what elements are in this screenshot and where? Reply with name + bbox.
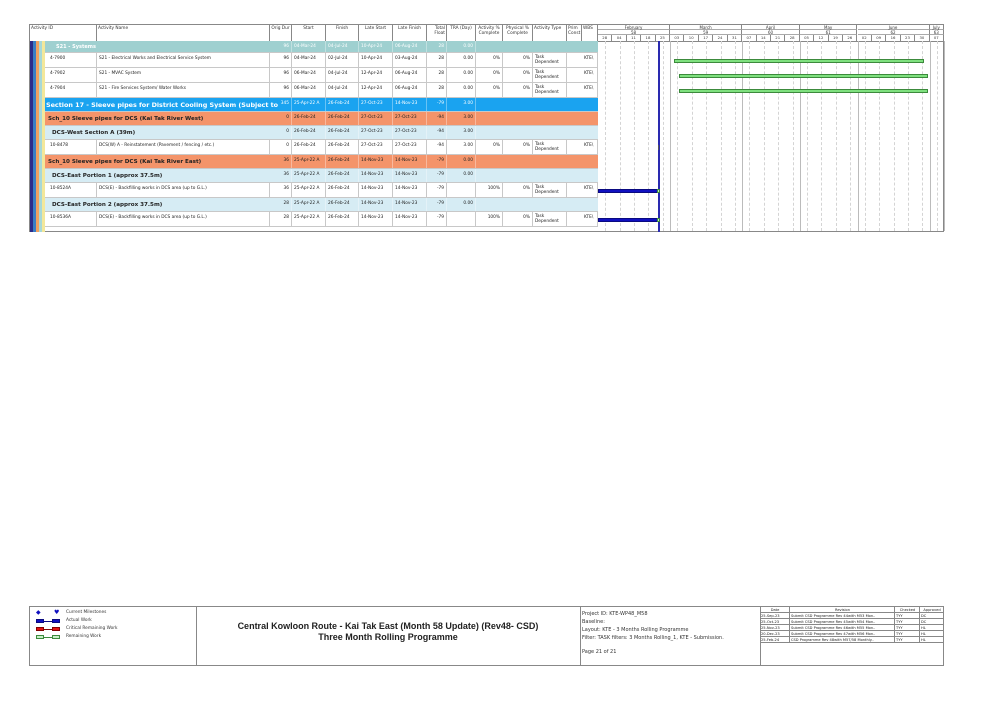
col-activity-type[interactable]: Activity Type: [533, 25, 567, 41]
group-row[interactable]: [30, 41, 598, 53]
week-gridline: [706, 41, 707, 231]
col-tra[interactable]: TRA (Day): [447, 25, 476, 41]
cell-orig-dur: 96: [270, 41, 292, 52]
cell-finish: 26-Feb-24: [326, 126, 359, 139]
task-row[interactable]: [30, 68, 598, 83]
month-gridline: [858, 41, 859, 231]
col-wbs[interactable]: WBS: [582, 25, 598, 41]
week-gridline: [879, 41, 880, 231]
cell-tra: 3.00: [447, 140, 476, 154]
project-id: Project ID: KTE-WP48_M58: [582, 611, 648, 617]
remaining-legend-icon: [36, 635, 60, 639]
month-gridline: [930, 41, 931, 231]
cell-physical-pct: 0%: [503, 83, 533, 97]
cell-tra: 0.00: [447, 53, 476, 67]
activity-name: S21 - Electrical Works and Electrical Service System: [97, 53, 270, 67]
cell-late-start: 14-Nov-23: [359, 155, 393, 168]
title-area: [196, 607, 581, 665]
cell-activity-type: Task Dependent: [533, 183, 567, 197]
cell-finish: 26-Feb-24: [326, 140, 359, 154]
actual-work-bar[interactable]: [598, 218, 658, 222]
week-gridline: [908, 41, 909, 231]
timeline-week: 25: [656, 35, 670, 41]
cell-late-finish: 14-Nov-23: [393, 155, 427, 168]
week-gridline: [692, 41, 693, 231]
cell-late-start: 27-Oct-23: [359, 98, 393, 111]
timeline-week: 14: [757, 35, 771, 41]
group-row[interactable]: [30, 155, 598, 169]
project-info: [580, 607, 761, 665]
cell-total-float: 28: [427, 68, 447, 82]
revision-approved: HL: [920, 625, 944, 631]
cell-wbs: KTE\: [582, 212, 598, 226]
revision-revision: Submit CSD Programme Rev 47with M56 Mon..: [790, 631, 895, 637]
activity-id: 4-7904: [48, 83, 97, 97]
week-gridline: [865, 41, 866, 231]
cell-finish: 26-Feb-24: [326, 112, 359, 125]
col-activity-name[interactable]: Activity Name: [97, 25, 270, 41]
week-gridline: [807, 41, 808, 231]
cell-orig-dur: 0: [270, 112, 292, 125]
cell-late-start: 14-Nov-23: [359, 183, 393, 197]
cell-tra: 0.00: [447, 41, 476, 52]
cell-physical-pct: 0%: [503, 183, 533, 197]
cell-total-float: -79: [427, 169, 447, 182]
project-title: Central Kowloon Route - Kai Tak East (Month 58 Update) (Rev48- CSD): [237, 621, 539, 631]
week-gridline: [620, 41, 621, 231]
week-gridline: [937, 41, 938, 231]
legend-label: Actual Work: [66, 618, 92, 623]
cell-late-start: 27-Oct-23: [359, 112, 393, 125]
week-gridline: [922, 41, 923, 231]
revision-header-date: Date: [760, 607, 790, 613]
revision-revision: Submit CSD Programme Rev 46with M55 Mon..: [790, 625, 895, 631]
group-row[interactable]: [30, 112, 598, 126]
timeline-month-number: 63: [930, 30, 944, 35]
timeline-week: 30: [915, 35, 929, 41]
revision-header-revision: Revision: [790, 607, 895, 613]
timeline-week: 02: [858, 35, 872, 41]
cell-late-finish: 06-Aug-24: [393, 41, 427, 52]
cell-orig-dur: 96: [270, 53, 292, 67]
cell-tra: 3.00: [447, 98, 476, 111]
cell-start: 26-Feb-24: [292, 140, 326, 154]
cell-activity-pct: 0%: [476, 68, 503, 82]
revision-checked: TYY: [895, 625, 920, 631]
actual-legend-icon: [36, 619, 60, 623]
group-name: Sch_10 Sleeve pipes for DCS (Kai Tak River West): [48, 116, 204, 122]
cell-finish: 26-Feb-24: [326, 212, 359, 226]
cell-late-start: 27-Oct-23: [359, 140, 393, 154]
cell-activity-pct: 0%: [476, 140, 503, 154]
critical-legend-icon: [36, 627, 60, 631]
legend-label: Remaining Work: [66, 634, 102, 639]
cell-orig-dur: 28: [270, 198, 292, 211]
revision-header-approved: Approved: [920, 607, 944, 613]
month-gridline: [742, 41, 743, 231]
revision-approved: HL: [920, 637, 944, 643]
cell-total-float: 28: [427, 83, 447, 97]
timeline-month-number: 58: [598, 30, 670, 35]
week-gridline: [836, 41, 837, 231]
cell-start: 25-Apr-22 A: [292, 212, 326, 226]
cell-late-finish: 14-Nov-23: [393, 183, 427, 197]
cell-late-start: 14-Nov-23: [359, 212, 393, 226]
revision-revision: Submit CSD Programme Rev 45with M54 Mon..: [790, 619, 895, 625]
group-row[interactable]: [30, 169, 598, 183]
revision-date: 25-Sep-23: [760, 613, 790, 619]
cell-start: 04-Mar-24: [292, 53, 326, 67]
data-date-line: [658, 41, 660, 232]
activity-id: 4-7902: [48, 68, 97, 82]
group-name: S21 - Systems: [56, 44, 96, 50]
cell-total-float: -94: [427, 140, 447, 154]
revision-approved: DC: [920, 619, 944, 625]
group-row[interactable]: [30, 126, 598, 140]
milestone-legend-icon: ◆ ♥: [36, 609, 60, 616]
cell-tra: 0.00: [447, 68, 476, 82]
remaining-work-bar[interactable]: [679, 74, 928, 78]
timeline-month: April: [742, 25, 800, 30]
timeline-week: 11: [627, 35, 641, 41]
cell-orig-dur: 36: [270, 155, 292, 168]
task-row[interactable]: [30, 53, 598, 68]
cell-late-finish: 14-Nov-23: [393, 198, 427, 211]
cell-wbs: KTE\: [582, 68, 598, 82]
month-gridline: [944, 41, 945, 231]
task-row[interactable]: [30, 212, 598, 227]
cell-orig-dur: 36: [270, 169, 292, 182]
timeline-month: February: [598, 25, 670, 30]
week-gridline: [648, 41, 649, 231]
cell-late-finish: 14-Nov-23: [393, 169, 427, 182]
revision-checked: TYY: [895, 613, 920, 619]
cell-late-start: 14-Nov-23: [359, 169, 393, 182]
cell-start: 25-Apr-22 A: [292, 198, 326, 211]
cell-finish: 02-Jul-24: [326, 53, 359, 67]
week-gridline: [821, 41, 822, 231]
cell-activity-pct: 0%: [476, 53, 503, 67]
timeline-month-number: 59: [670, 30, 742, 35]
month-gridline: [800, 41, 801, 231]
cell-late-finish: 14-Nov-23: [393, 98, 427, 111]
cell-late-finish: 14-Nov-23: [393, 212, 427, 226]
activity-name: DCS(W) A - Reinstatement (Pavement / fencing / etc.): [97, 140, 270, 154]
revision-checked: TYY: [895, 619, 920, 625]
timeline-week: 05: [800, 35, 814, 41]
week-gridline: [894, 41, 895, 231]
timeline-week: 21: [771, 35, 785, 41]
filter-text: Filter: TASK filters: 3 Months Rolling_1, KTE - Submission.: [582, 635, 724, 641]
cell-physical-pct: 0%: [503, 212, 533, 226]
col-orig-dur[interactable]: Orig Dur: [270, 25, 292, 41]
layout-name: Layout: KTE - 3 Months Rolling Programme: [582, 627, 689, 633]
timeline-week: 28: [785, 35, 799, 41]
cell-total-float: -94: [427, 112, 447, 125]
week-gridline: [749, 41, 750, 231]
timeline-week: 23: [901, 35, 915, 41]
cell-orig-dur: 36: [270, 183, 292, 197]
task-row[interactable]: [30, 83, 598, 98]
cell-total-float: -79: [427, 98, 447, 111]
cell-wbs: KTE\: [582, 140, 598, 154]
timeline-month: July: [930, 25, 944, 30]
cell-late-finish: 27-Oct-23: [393, 112, 427, 125]
timeline-week: 04: [612, 35, 626, 41]
task-row[interactable]: [30, 183, 598, 198]
timeline-week: 03: [670, 35, 684, 41]
cell-finish: 26-Feb-24: [326, 98, 359, 111]
cell-start: 25-Apr-22 A: [292, 183, 326, 197]
remaining-work-bar[interactable]: [679, 89, 928, 93]
cell-late-finish: 27-Oct-23: [393, 126, 427, 139]
group-name: Section 17 - Sleeve pipes for District Cooling System (Subject to: [46, 101, 279, 109]
timeline-week: 18: [641, 35, 655, 41]
revision-table: [760, 607, 944, 665]
cell-late-start: 14-Nov-23: [359, 198, 393, 211]
group-name: DCS-West Section A (39m): [52, 130, 136, 136]
cell-finish: 26-Feb-24: [326, 169, 359, 182]
cell-orig-dur: 345: [270, 98, 292, 111]
cell-finish: 26-Feb-24: [326, 155, 359, 168]
timeline-week: 07: [930, 35, 944, 41]
cell-late-start: 10-Apr-24: [359, 41, 393, 52]
cell-late-finish: 03-Aug-24: [393, 53, 427, 67]
cell-start: 06-Mar-24: [292, 68, 326, 82]
timeline-week: 31: [728, 35, 742, 41]
cell-orig-dur: 0: [270, 140, 292, 154]
cell-tra: [447, 212, 476, 226]
timeline-week: 10: [685, 35, 699, 41]
cell-start: 26-Feb-24: [292, 112, 326, 125]
timeline-week: 28: [598, 35, 612, 41]
revision-checked: TYY: [895, 637, 920, 643]
cell-start: 26-Feb-24: [292, 126, 326, 139]
programme-title: Three Month Rolling Programme: [318, 632, 458, 642]
cell-start: 25-Apr-22 A: [292, 155, 326, 168]
milestone-marker[interactable]: [658, 145, 659, 150]
timeline-week: 19: [829, 35, 843, 41]
cell-finish: 04-Jul-24: [326, 41, 359, 52]
col-prim-const[interactable]: Prim Const: [567, 25, 582, 41]
cell-finish: 26-Feb-24: [326, 198, 359, 211]
cell-orig-dur: 96: [270, 83, 292, 97]
cell-total-float: -94: [427, 126, 447, 139]
activity-id: 4-7900: [48, 53, 97, 67]
gantt-chart: [598, 25, 944, 231]
revision-date: 25-Nov-23: [760, 625, 790, 631]
timeline-month: June: [858, 25, 930, 30]
cell-physical-pct: 0%: [503, 68, 533, 82]
group-name: DCS-East Portion 2 (approx 37.5m): [52, 202, 163, 208]
cell-tra: 0.00: [447, 198, 476, 211]
cell-late-start: 12-Apr-24: [359, 68, 393, 82]
cell-orig-dur: 28: [270, 212, 292, 226]
timeline-week: 16: [886, 35, 900, 41]
cell-late-start: 12-Apr-24: [359, 83, 393, 97]
col-late-finish[interactable]: Late Finish: [393, 25, 427, 41]
cell-start: 25-Apr-22 A: [292, 169, 326, 182]
cell-physical-pct: 0%: [503, 53, 533, 67]
cell-total-float: 28: [427, 41, 447, 52]
activity-name: DCS(E) - Backfilling works in DCS area (up to G.L.): [97, 212, 270, 226]
week-gridline: [778, 41, 779, 231]
revision-checked: TYY: [895, 631, 920, 637]
activity-id: 10-8478: [48, 140, 97, 154]
cell-late-finish: 27-Oct-23: [393, 140, 427, 154]
cell-orig-dur: 96: [270, 68, 292, 82]
timeline-week: 09: [872, 35, 886, 41]
cell-total-float: -79: [427, 155, 447, 168]
page-number: Page 21 of 21: [582, 649, 617, 655]
group-name: Sch_10 Sleeve pipes for DCS (Kai Tak River East): [48, 159, 202, 165]
week-gridline: [721, 41, 722, 231]
cell-start: 04-Mar-24: [292, 41, 326, 52]
cell-finish: 26-Feb-24: [326, 183, 359, 197]
bar-end-cap: [657, 218, 660, 222]
revision-date: 20-Dec-23: [760, 631, 790, 637]
week-gridline: [634, 41, 635, 231]
revision-row: [760, 637, 944, 643]
month-gridline: [670, 41, 671, 231]
cell-total-float: 28: [427, 53, 447, 67]
cell-total-float: -79: [427, 198, 447, 211]
activity-name: DCS(E) - Backfilling works in DCS area (up to G.L.): [97, 183, 270, 197]
cell-tra: 3.00: [447, 126, 476, 139]
week-gridline: [605, 41, 606, 231]
cell-tra: 3.00: [447, 112, 476, 125]
revision-approved: DC: [920, 613, 944, 619]
group-row[interactable]: [30, 98, 598, 112]
activity-name: S21 - MVAC System: [97, 68, 270, 82]
cell-orig-dur: 0: [270, 126, 292, 139]
timeline-month-number: 61: [800, 30, 858, 35]
week-gridline: [793, 41, 794, 231]
cell-activity-pct: 100%: [476, 183, 503, 197]
revision-approved: HL: [920, 631, 944, 637]
bar-end-cap: [657, 189, 660, 193]
cell-late-finish: 06-Aug-24: [393, 68, 427, 82]
remaining-work-bar[interactable]: [674, 59, 923, 63]
timeline-week: 12: [814, 35, 828, 41]
timeline-month: March: [670, 25, 742, 30]
cell-finish: 04-Jul-24: [326, 83, 359, 97]
timeline-week: 24: [713, 35, 727, 41]
revision-revision: CSD Programme Rev 48with M57/58 Monthly..: [790, 637, 895, 643]
timeline-week: 26: [843, 35, 857, 41]
actual-work-bar[interactable]: [598, 189, 658, 193]
timeline-month: May: [800, 25, 858, 30]
title-block: [29, 606, 944, 666]
col-activity-pct[interactable]: Activity % Complete: [476, 25, 503, 41]
timeline-week: 17: [699, 35, 713, 41]
cell-activity-type: Task Dependent: [533, 68, 567, 82]
timeline-month-number: 60: [742, 30, 800, 35]
cell-late-start: 27-Oct-23: [359, 126, 393, 139]
baseline: Baseline:: [582, 619, 605, 625]
cell-activity-type: Task Dependent: [533, 212, 567, 226]
activity-id: 10-8536A: [48, 212, 97, 226]
cell-start: 25-Apr-22 A: [292, 98, 326, 111]
legend-label: Current Milestones: [66, 610, 107, 615]
week-gridline: [850, 41, 851, 231]
week-gridline: [764, 41, 765, 231]
cell-finish: 04-Jul-24: [326, 68, 359, 82]
cell-activity-pct: 0%: [476, 83, 503, 97]
cell-wbs: KTE\: [582, 183, 598, 197]
col-activity-id[interactable]: Activity ID: [30, 25, 97, 41]
cell-tra: 0.00: [447, 155, 476, 168]
week-gridline: [735, 41, 736, 231]
task-row[interactable]: [30, 140, 598, 155]
cell-physical-pct: 0%: [503, 140, 533, 154]
cell-wbs: KTE\: [582, 53, 598, 67]
cell-late-start: 10-Apr-24: [359, 53, 393, 67]
group-row[interactable]: [30, 198, 598, 212]
group-name: DCS-East Portion 1 (approx 37.5m): [52, 173, 163, 179]
col-start[interactable]: Start: [292, 25, 326, 41]
cell-tra: [447, 183, 476, 197]
week-gridline: [677, 41, 678, 231]
timeline-month-number: 62: [858, 30, 930, 35]
schedule-sheet: [29, 24, 944, 232]
cell-late-finish: 06-Aug-24: [393, 83, 427, 97]
revision-header-checked: Checked: [895, 607, 920, 613]
cell-tra: 0.00: [447, 83, 476, 97]
revision-date: 25-Feb-24: [760, 637, 790, 643]
cell-wbs: KTE\: [582, 83, 598, 97]
week-gridline: [663, 41, 664, 231]
cell-activity-type: Task Dependent: [533, 53, 567, 67]
revision-revision: Submit CSD Programme Rev 44with M53 Mon..: [790, 613, 895, 619]
legend: [30, 607, 197, 665]
activity-name: S21 - Fire Services System/ Water Works: [97, 83, 270, 97]
cell-start: 06-Mar-24: [292, 83, 326, 97]
col-physical-pct[interactable]: Physical % Complete: [503, 25, 533, 41]
legend-label: Critical Remaining Work: [66, 626, 118, 631]
col-finish[interactable]: Finish: [326, 25, 359, 41]
activity-id: 10-8524A: [48, 183, 97, 197]
col-late-start[interactable]: Late Start: [359, 25, 393, 41]
revision-date: 25-Oct-23: [760, 619, 790, 625]
wbs-level-stripes: [30, 41, 48, 232]
cell-activity-type: Task Dependent: [533, 140, 567, 154]
cell-tra: 0.00: [447, 169, 476, 182]
col-total-float[interactable]: Total Float: [427, 25, 447, 41]
cell-total-float: -79: [427, 212, 447, 226]
cell-total-float: -79: [427, 183, 447, 197]
cell-activity-type: Task Dependent: [533, 83, 567, 97]
cell-activity-pct: 100%: [476, 212, 503, 226]
timeline-week: 07: [742, 35, 756, 41]
